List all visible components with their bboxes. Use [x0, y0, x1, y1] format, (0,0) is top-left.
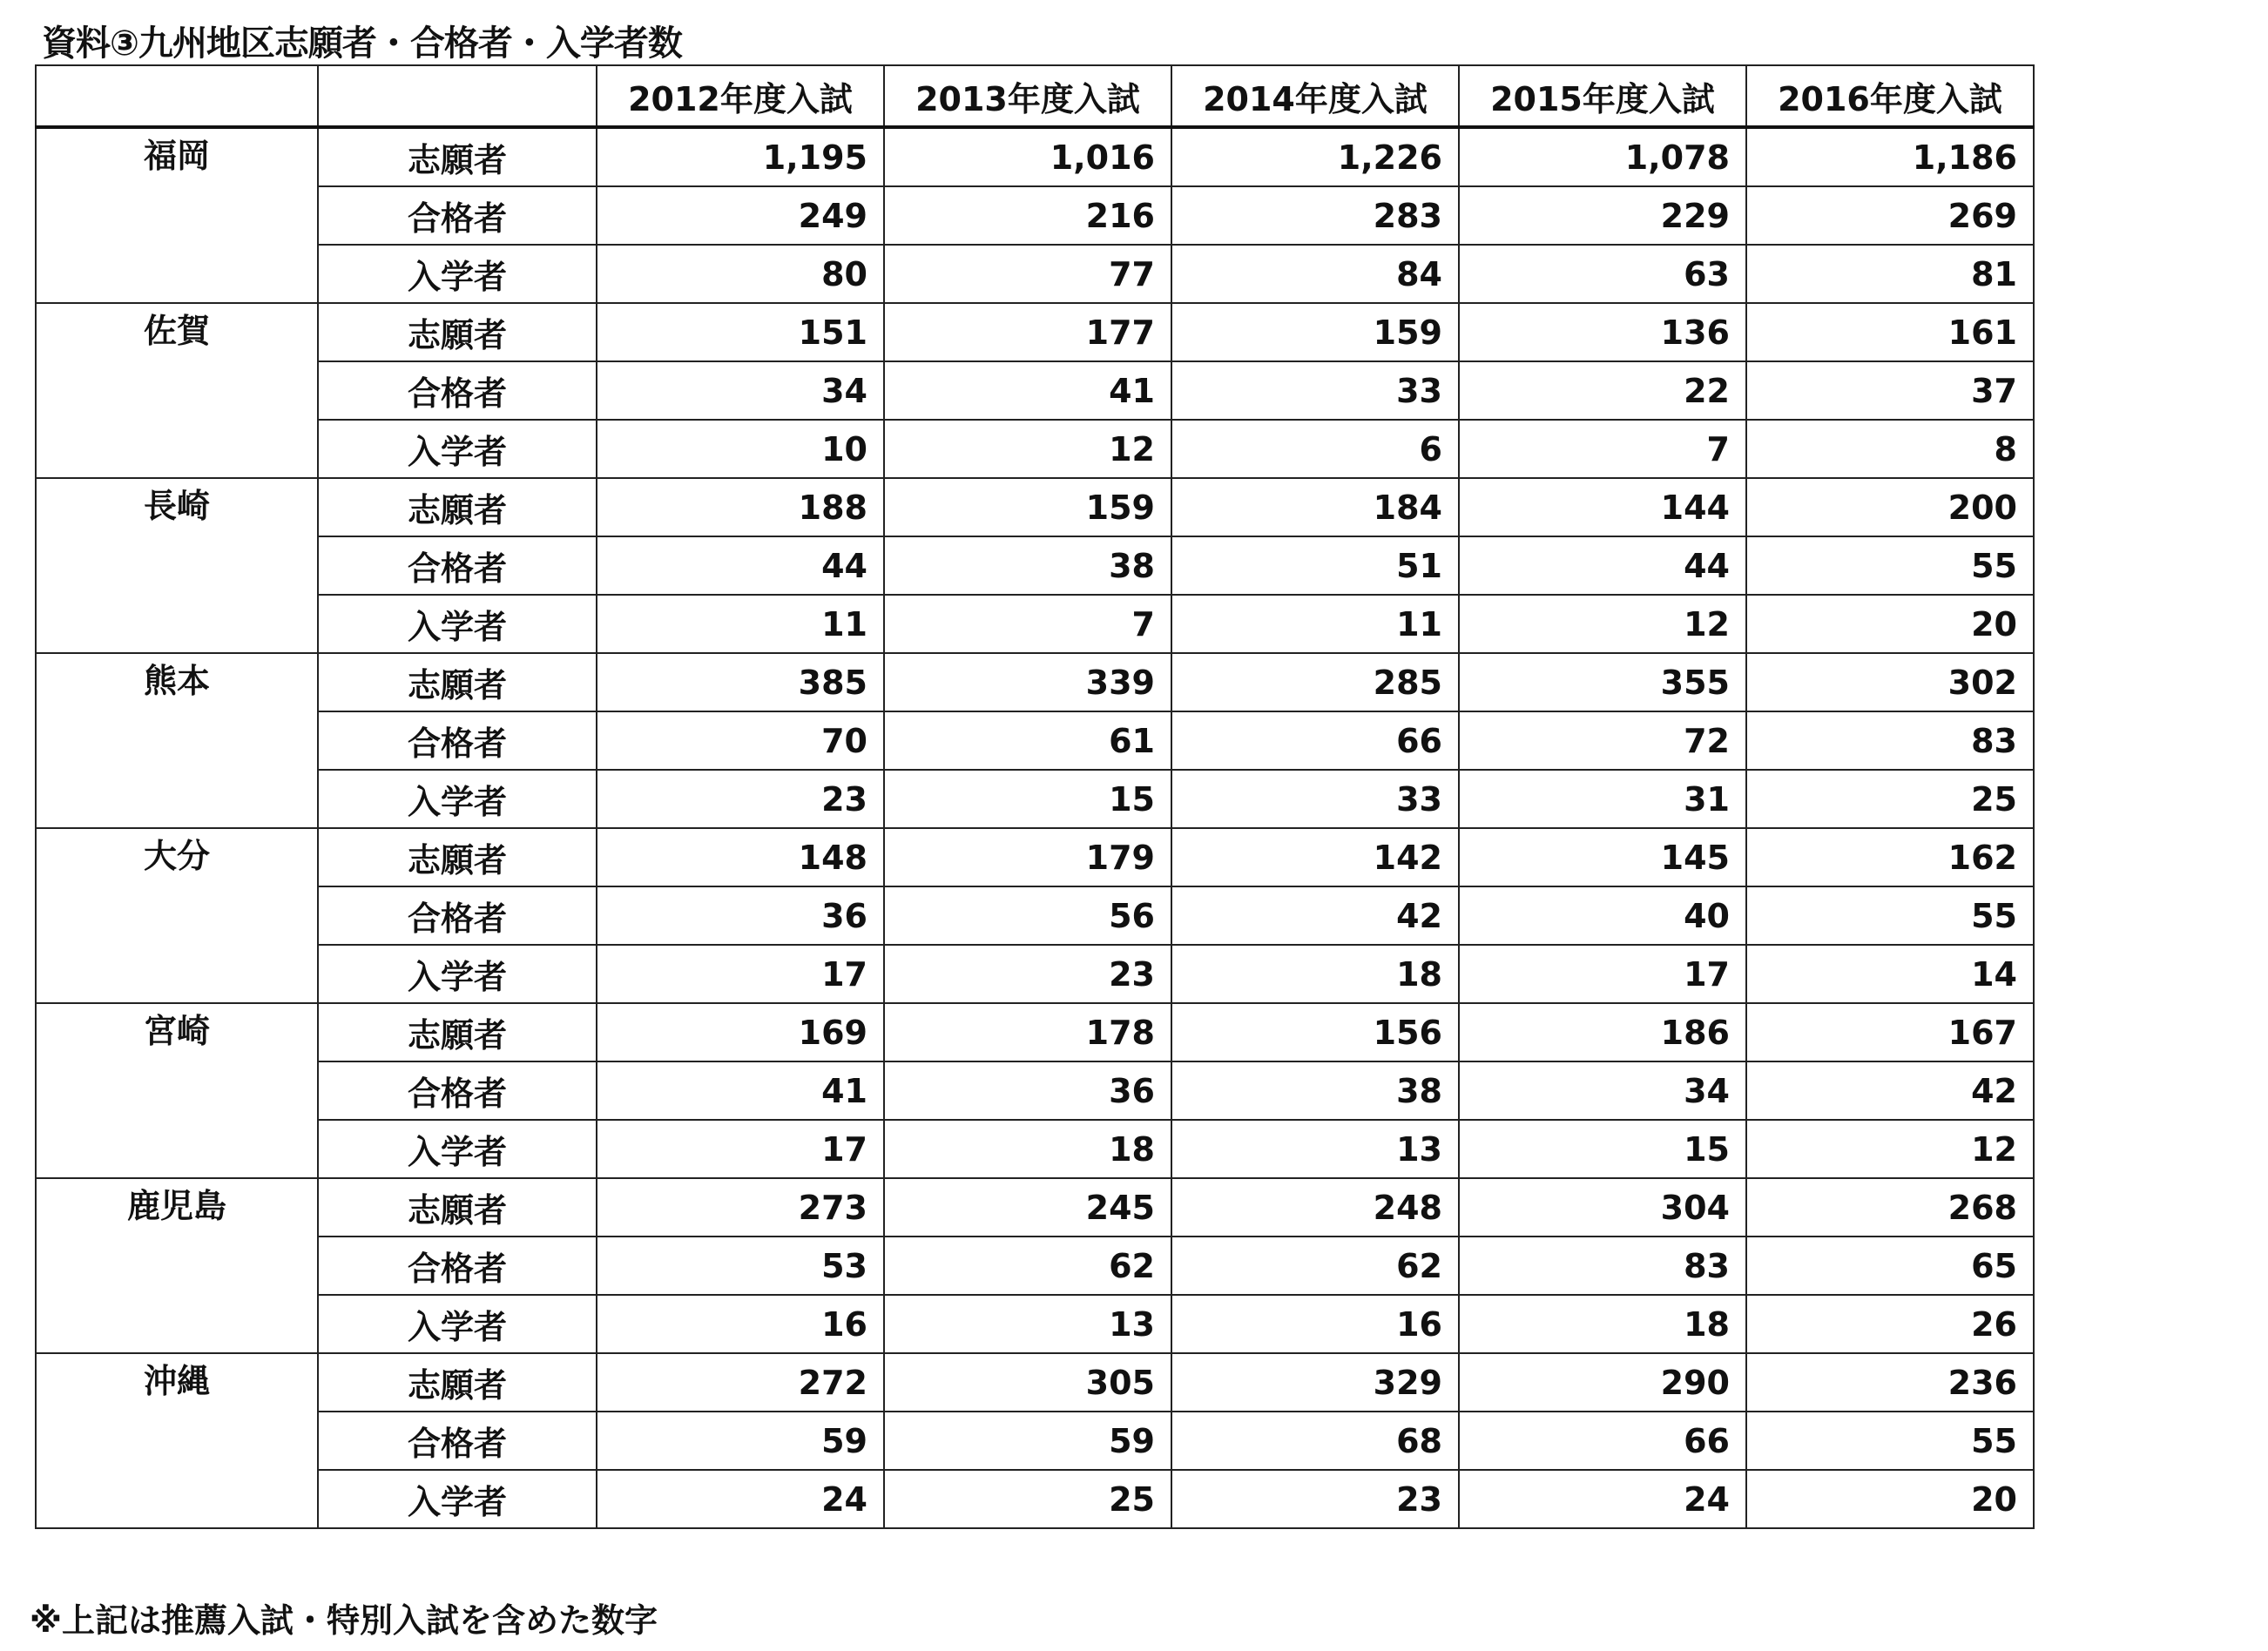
value-cell: 249 — [597, 186, 884, 245]
metric-label: 合格者 — [318, 361, 597, 420]
region-name: 福岡 — [36, 127, 318, 303]
table-row — [36, 1003, 2034, 1061]
table-row — [36, 478, 2034, 536]
metric-label: 入学者 — [318, 1120, 597, 1178]
metric-label: 志願者 — [318, 1003, 597, 1061]
header-row — [36, 65, 2034, 127]
value-cell: 41 — [597, 1061, 884, 1120]
value-cell: 156 — [1171, 1003, 1459, 1061]
value-cell: 37 — [1746, 361, 2034, 420]
table-row — [36, 186, 2034, 245]
value-cell: 23 — [597, 770, 884, 828]
metric-label: 合格者 — [318, 1237, 597, 1295]
value-cell: 18 — [884, 1120, 1171, 1178]
value-cell: 24 — [597, 1470, 884, 1528]
table-row — [36, 303, 2034, 361]
value-cell: 55 — [1746, 886, 2034, 945]
table-row — [36, 420, 2034, 478]
table-row — [36, 886, 2034, 945]
metric-label: 入学者 — [318, 1295, 597, 1353]
footnote: ※上記は推薦入試・特別入試を含めた数字 — [30, 1601, 658, 1640]
document-title: 資料③九州地区志願者・合格者・入学者数 — [42, 24, 682, 64]
metric-label: 志願者 — [318, 653, 597, 711]
value-cell: 248 — [1171, 1178, 1459, 1237]
value-cell: 1,195 — [597, 127, 884, 186]
header-year: 2015年度入試 — [1459, 65, 1746, 127]
value-cell: 55 — [1746, 1412, 2034, 1470]
metric-label: 志願者 — [318, 303, 597, 361]
value-cell: 62 — [1171, 1237, 1459, 1295]
value-cell: 15 — [884, 770, 1171, 828]
region-name: 宮崎 — [36, 1003, 318, 1178]
value-cell: 268 — [1746, 1178, 2034, 1237]
value-cell: 161 — [1746, 303, 2034, 361]
value-cell: 145 — [1459, 828, 1746, 886]
value-cell: 273 — [597, 1178, 884, 1237]
value-cell: 17 — [597, 1120, 884, 1178]
value-cell: 11 — [597, 595, 884, 653]
table-row — [36, 1295, 2034, 1353]
table-row — [36, 1353, 2034, 1412]
header-metric — [318, 65, 597, 127]
value-cell: 80 — [597, 245, 884, 303]
value-cell: 159 — [884, 478, 1171, 536]
table-row — [36, 1120, 2034, 1178]
header-year: 2013年度入試 — [884, 65, 1171, 127]
value-cell: 44 — [597, 536, 884, 595]
value-cell: 11 — [1171, 595, 1459, 653]
value-cell: 22 — [1459, 361, 1746, 420]
value-cell: 216 — [884, 186, 1171, 245]
value-cell: 13 — [1171, 1120, 1459, 1178]
header-year: 2012年度入試 — [597, 65, 884, 127]
value-cell: 14 — [1746, 945, 2034, 1003]
value-cell: 25 — [884, 1470, 1171, 1528]
value-cell: 245 — [884, 1178, 1171, 1237]
region-name: 佐賀 — [36, 303, 318, 478]
value-cell: 59 — [597, 1412, 884, 1470]
value-cell: 136 — [1459, 303, 1746, 361]
header-region — [36, 65, 318, 127]
value-cell: 61 — [884, 711, 1171, 770]
region-name: 長崎 — [36, 478, 318, 653]
value-cell: 42 — [1171, 886, 1459, 945]
value-cell: 12 — [884, 420, 1171, 478]
table-row — [36, 945, 2034, 1003]
region-name: 熊本 — [36, 653, 318, 828]
value-cell: 184 — [1171, 478, 1459, 536]
value-cell: 20 — [1746, 595, 2034, 653]
table-row — [36, 770, 2034, 828]
metric-label: 志願者 — [318, 828, 597, 886]
metric-label: 合格者 — [318, 1412, 597, 1470]
value-cell: 26 — [1746, 1295, 2034, 1353]
table-row — [36, 536, 2034, 595]
value-cell: 159 — [1171, 303, 1459, 361]
value-cell: 229 — [1459, 186, 1746, 245]
header-year: 2016年度入試 — [1746, 65, 2034, 127]
value-cell: 269 — [1746, 186, 2034, 245]
value-cell: 55 — [1746, 536, 2034, 595]
value-cell: 70 — [597, 711, 884, 770]
value-cell: 56 — [884, 886, 1171, 945]
value-cell: 44 — [1459, 536, 1746, 595]
metric-label: 合格者 — [318, 886, 597, 945]
table-row — [36, 711, 2034, 770]
region-name: 沖縄 — [36, 1353, 318, 1528]
value-cell: 38 — [884, 536, 1171, 595]
value-cell: 20 — [1746, 1470, 2034, 1528]
table-row — [36, 595, 2034, 653]
value-cell: 272 — [597, 1353, 884, 1412]
value-cell: 178 — [884, 1003, 1171, 1061]
value-cell: 65 — [1746, 1237, 2034, 1295]
value-cell: 16 — [597, 1295, 884, 1353]
value-cell: 290 — [1459, 1353, 1746, 1412]
header-year: 2014年度入試 — [1171, 65, 1459, 127]
value-cell: 66 — [1171, 711, 1459, 770]
value-cell: 40 — [1459, 886, 1746, 945]
value-cell: 24 — [1459, 1470, 1746, 1528]
value-cell: 33 — [1171, 770, 1459, 828]
value-cell: 23 — [1171, 1470, 1459, 1528]
metric-label: 入学者 — [318, 1470, 597, 1528]
value-cell: 23 — [884, 945, 1171, 1003]
value-cell: 31 — [1459, 770, 1746, 828]
value-cell: 188 — [597, 478, 884, 536]
table-row — [36, 1237, 2034, 1295]
value-cell: 38 — [1171, 1061, 1459, 1120]
metric-label: 合格者 — [318, 711, 597, 770]
table-row — [36, 1061, 2034, 1120]
table-row — [36, 1470, 2034, 1528]
metric-label: 志願者 — [318, 1353, 597, 1412]
value-cell: 36 — [884, 1061, 1171, 1120]
value-cell: 1,078 — [1459, 127, 1746, 186]
value-cell: 84 — [1171, 245, 1459, 303]
table-row — [36, 127, 2034, 186]
value-cell: 68 — [1171, 1412, 1459, 1470]
value-cell: 33 — [1171, 361, 1459, 420]
metric-label: 入学者 — [318, 595, 597, 653]
value-cell: 53 — [597, 1237, 884, 1295]
value-cell: 18 — [1171, 945, 1459, 1003]
value-cell: 15 — [1459, 1120, 1746, 1178]
metric-label: 入学者 — [318, 245, 597, 303]
value-cell: 42 — [1746, 1061, 2034, 1120]
value-cell: 25 — [1746, 770, 2034, 828]
value-cell: 302 — [1746, 653, 2034, 711]
value-cell: 12 — [1746, 1120, 2034, 1178]
value-cell: 18 — [1459, 1295, 1746, 1353]
value-cell: 8 — [1746, 420, 2034, 478]
value-cell: 63 — [1459, 245, 1746, 303]
value-cell: 305 — [884, 1353, 1171, 1412]
value-cell: 10 — [597, 420, 884, 478]
table-row — [36, 245, 2034, 303]
metric-label: 志願者 — [318, 127, 597, 186]
applicants-table — [35, 64, 2035, 1529]
value-cell: 151 — [597, 303, 884, 361]
value-cell: 385 — [597, 653, 884, 711]
value-cell: 17 — [597, 945, 884, 1003]
metric-label: 入学者 — [318, 945, 597, 1003]
value-cell: 236 — [1746, 1353, 2034, 1412]
value-cell: 51 — [1171, 536, 1459, 595]
value-cell: 6 — [1171, 420, 1459, 478]
value-cell: 142 — [1171, 828, 1459, 886]
metric-label: 合格者 — [318, 536, 597, 595]
value-cell: 179 — [884, 828, 1171, 886]
value-cell: 186 — [1459, 1003, 1746, 1061]
region-name: 鹿児島 — [36, 1178, 318, 1353]
value-cell: 34 — [1459, 1061, 1746, 1120]
table-row — [36, 361, 2034, 420]
value-cell: 283 — [1171, 186, 1459, 245]
value-cell: 59 — [884, 1412, 1171, 1470]
value-cell: 36 — [597, 886, 884, 945]
value-cell: 72 — [1459, 711, 1746, 770]
value-cell: 355 — [1459, 653, 1746, 711]
value-cell: 77 — [884, 245, 1171, 303]
value-cell: 200 — [1746, 478, 2034, 536]
value-cell: 83 — [1459, 1237, 1746, 1295]
metric-label: 入学者 — [318, 770, 597, 828]
value-cell: 7 — [884, 595, 1171, 653]
value-cell: 81 — [1746, 245, 2034, 303]
value-cell: 169 — [597, 1003, 884, 1061]
value-cell: 1,016 — [884, 127, 1171, 186]
value-cell: 285 — [1171, 653, 1459, 711]
value-cell: 13 — [884, 1295, 1171, 1353]
table-row — [36, 828, 2034, 886]
value-cell: 148 — [597, 828, 884, 886]
value-cell: 339 — [884, 653, 1171, 711]
value-cell: 62 — [884, 1237, 1171, 1295]
table-row — [36, 1178, 2034, 1237]
value-cell: 16 — [1171, 1295, 1459, 1353]
table-row — [36, 1412, 2034, 1470]
value-cell: 304 — [1459, 1178, 1746, 1237]
value-cell: 7 — [1459, 420, 1746, 478]
value-cell: 144 — [1459, 478, 1746, 536]
value-cell: 34 — [597, 361, 884, 420]
value-cell: 167 — [1746, 1003, 2034, 1061]
table-row — [36, 653, 2034, 711]
value-cell: 162 — [1746, 828, 2034, 886]
region-name: 大分 — [36, 828, 318, 1003]
metric-label: 合格者 — [318, 1061, 597, 1120]
value-cell: 12 — [1459, 595, 1746, 653]
value-cell: 66 — [1459, 1412, 1746, 1470]
metric-label: 志願者 — [318, 1178, 597, 1237]
metric-label: 入学者 — [318, 420, 597, 478]
value-cell: 83 — [1746, 711, 2034, 770]
value-cell: 329 — [1171, 1353, 1459, 1412]
value-cell: 41 — [884, 361, 1171, 420]
value-cell: 17 — [1459, 945, 1746, 1003]
value-cell: 177 — [884, 303, 1171, 361]
value-cell: 1,226 — [1171, 127, 1459, 186]
value-cell: 1,186 — [1746, 127, 2034, 186]
metric-label: 合格者 — [318, 186, 597, 245]
metric-label: 志願者 — [318, 478, 597, 536]
